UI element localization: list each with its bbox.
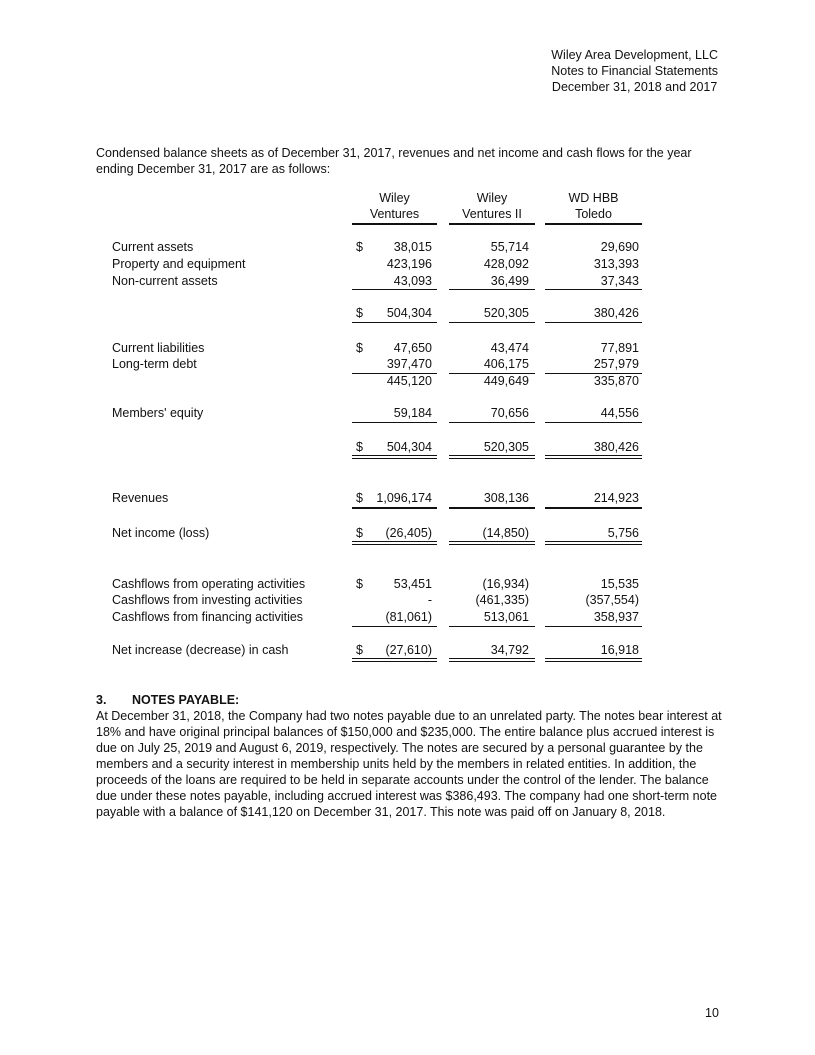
row-label: Non-current assets <box>112 274 218 288</box>
row-label: Long-term debt <box>112 357 197 371</box>
total-rule <box>352 507 437 509</box>
table-row-current-assets <box>0 239 815 255</box>
double-total-rule <box>352 455 437 459</box>
double-total-rule <box>449 658 535 662</box>
cell-value: 406,175 <box>483 357 529 371</box>
cell-value: (16,934) <box>482 577 529 591</box>
section-heading-notes-payable <box>96 692 239 708</box>
cell-value: 5,756 <box>607 526 639 540</box>
cell-value: 313,393 <box>593 257 639 271</box>
cell-value: 520,305 <box>483 440 529 454</box>
notes-payable-paragraph: At December 31, 2018, the Company had two notes payable due to an unrelated party. The notes bear interest at 18% and have original principal balances of $150,000 and $235,000. The entire balance plus accrued interest is due on July 25, 2019 and August 6, 2019, respectively. The notes are secured by a personal guarantee by the members and a security interest in membership units held by the members in related entities. In addition, the proceeds of the loans are required to be held in separate accounts under the control of the lender. The balance due under these notes payable, including accrued interest was $386,493. The company had one short-term note payable with a balance of $141,120 on December 31, 2017. This note was paid off on January 8, 2018. <box>96 709 722 819</box>
table-row-long-term-debt <box>0 356 815 372</box>
row-label: Net increase (decrease) in cash <box>112 643 289 657</box>
currency-symbol: $ <box>356 306 363 320</box>
table-row-current-liabilities <box>0 340 815 356</box>
table-row-total-liabilities-equity <box>0 439 815 455</box>
row-label: Members' equity <box>112 406 204 420</box>
currency-symbol: $ <box>356 643 363 657</box>
subtotal-rule <box>545 626 642 627</box>
column-header-wiley-ventures <box>352 190 437 222</box>
cell-value: 428,092 <box>483 257 529 271</box>
subtotal-rule <box>449 289 535 290</box>
table-row-net-income <box>0 525 815 541</box>
document-period: December 31, 2018 and 2017 <box>551 80 718 94</box>
document-header <box>551 47 718 95</box>
cell-value: 1,096,174 <box>376 491 432 505</box>
cell-value: 47,650 <box>393 341 432 355</box>
cell-value: (27,610) <box>385 643 432 657</box>
subtotal-rule <box>545 289 642 290</box>
cell-value: 423,196 <box>386 257 432 271</box>
currency-symbol: $ <box>356 440 363 454</box>
table-row-total-assets <box>0 305 815 321</box>
column-header-line: Toledo <box>575 207 612 221</box>
column-header-line: Ventures <box>369 207 420 221</box>
total-rule <box>545 507 642 509</box>
cell-value: (14,850) <box>482 526 529 540</box>
cell-value: 214,923 <box>593 491 639 505</box>
cell-value: (357,554) <box>585 593 639 607</box>
column-header-line: Wiley <box>379 191 410 205</box>
subtotal-rule <box>352 626 437 627</box>
subtotal-rule <box>352 422 437 423</box>
double-total-rule <box>449 541 535 545</box>
row-label: Cashflows from financing activities <box>112 610 304 624</box>
header-underline <box>352 223 437 225</box>
column-header-line: Ventures II <box>462 207 522 221</box>
subtotal-rule <box>352 289 437 290</box>
double-total-rule <box>352 658 437 662</box>
cell-value: - <box>427 593 432 607</box>
cell-value: 34,792 <box>490 643 529 657</box>
column-header-line: WD HBB <box>568 191 619 205</box>
cell-value: 59,184 <box>393 406 432 420</box>
row-label: Revenues <box>112 491 169 505</box>
intro-paragraph: Condensed balance sheets as of December 31, 2017, revenues and net income and cash flows for the year ending December 31, 2017 are as follows: <box>96 146 692 176</box>
cell-value: 335,870 <box>593 374 639 388</box>
cell-value: 504,304 <box>386 306 432 320</box>
currency-symbol: $ <box>356 240 363 254</box>
table-row-total-liabilities <box>0 373 815 389</box>
cell-value: 44,556 <box>600 406 639 420</box>
cell-value: (461,335) <box>475 593 529 607</box>
row-label: Current assets <box>112 240 194 254</box>
subtotal-rule <box>545 422 642 423</box>
table-row-net-cash <box>0 642 815 658</box>
double-total-rule <box>449 455 535 459</box>
total-rule <box>449 322 535 323</box>
currency-symbol: $ <box>356 341 363 355</box>
section-title: NOTES PAYABLE: <box>132 693 240 707</box>
row-label: Property and equipment <box>112 257 246 271</box>
cell-value: 37,343 <box>600 274 639 288</box>
row-label: Cashflows from operating activities <box>112 577 306 591</box>
column-header-wd-hbb-toledo <box>545 190 642 222</box>
double-total-rule <box>352 541 437 545</box>
cell-value: 520,305 <box>483 306 529 320</box>
row-label: Cashflows from investing activities <box>112 593 303 607</box>
cell-value: 308,136 <box>483 491 529 505</box>
cell-value: 445,120 <box>386 374 432 388</box>
cell-value: 15,535 <box>600 577 639 591</box>
column-header-line: Wiley <box>476 191 508 205</box>
cell-value: 43,093 <box>393 274 432 288</box>
cell-value: 38,015 <box>393 240 432 254</box>
cell-value: 397,470 <box>386 357 432 371</box>
table-row-revenues <box>0 490 815 506</box>
total-rule <box>545 322 642 323</box>
subtotal-rule <box>449 422 535 423</box>
cell-value: 257,979 <box>593 357 639 371</box>
subtotal-rule <box>449 626 535 627</box>
double-total-rule <box>545 541 642 545</box>
double-total-rule <box>545 455 642 459</box>
table-row-cf-financing <box>0 609 815 625</box>
double-total-rule <box>545 658 642 662</box>
cell-value: 380,426 <box>593 306 639 320</box>
cell-value: 55,714 <box>490 240 529 254</box>
cell-value: (26,405) <box>385 526 432 540</box>
cell-value: 53,451 <box>393 577 432 591</box>
total-rule <box>352 322 437 323</box>
column-header-wiley-ventures-ii <box>449 190 535 222</box>
cell-value: 70,656 <box>490 406 529 420</box>
currency-symbol: $ <box>356 491 363 505</box>
cell-value: (81,061) <box>385 610 432 624</box>
total-rule <box>449 507 535 509</box>
currency-symbol: $ <box>356 526 363 540</box>
header-underline <box>449 223 535 225</box>
table-row-non-current-assets <box>0 273 815 289</box>
cell-value: 16,918 <box>600 643 639 657</box>
currency-symbol: $ <box>356 577 363 591</box>
page-number: 10 <box>705 1006 719 1020</box>
cell-value: 380,426 <box>593 440 639 454</box>
company-name: Wiley Area Development, LLC <box>551 48 718 62</box>
cell-value: 29,690 <box>600 240 639 254</box>
row-label: Current liabilities <box>112 341 205 355</box>
cell-value: 504,304 <box>386 440 432 454</box>
cell-value: 358,937 <box>593 610 639 624</box>
cell-value: 77,891 <box>600 341 639 355</box>
table-row-property-equipment <box>0 256 815 272</box>
table-row-cf-operating <box>0 576 815 592</box>
row-label: Net income (loss) <box>112 526 210 540</box>
cell-value: 513,061 <box>483 610 529 624</box>
cell-value: 449,649 <box>483 374 529 388</box>
table-row-members-equity <box>0 405 815 421</box>
table-row-cf-investing <box>0 592 815 608</box>
header-underline <box>545 223 642 225</box>
cell-value: 36,499 <box>490 274 529 288</box>
cell-value: 43,474 <box>490 341 529 355</box>
document-title: Notes to Financial Statements <box>551 64 718 78</box>
section-number: 3. <box>96 693 107 707</box>
